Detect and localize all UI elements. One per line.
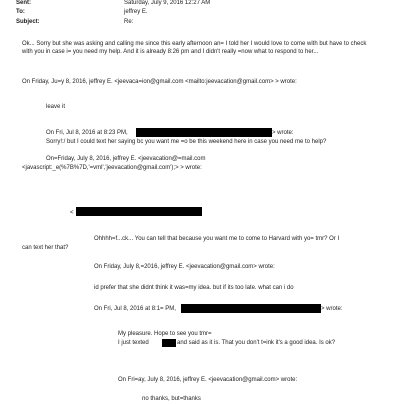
- quote-header-5: On Friday, July 8,=2016, jeffrey E. <jeevacation@gmail.com> wrote:: [94, 264, 275, 270]
- quote-header-3a: On=Friday, July 8, 2016, jeffrey E. <jeevacation@=mail.com: [46, 156, 206, 162]
- to-label: To:: [16, 9, 25, 15]
- quote-header-6b: > wrote:: [321, 306, 343, 312]
- quote-header-3b: <javascript:_e(%7B%7D,'=vml','jeevacation@gmail.com');> > wrote:: [22, 165, 202, 171]
- reply-paragraph: Ok... Sorry but she was asking and calling me since this early afternoon an= I told her I would love to come with but have to check with you in case i= you need my help. And it is already 8:26 pm and I didn't really =now what to respond to her...: [22, 41, 367, 55]
- subject-label: Subject:: [16, 19, 40, 25]
- quote-text-5: id prefer that she didnt think it was=my idea. but if its too late. what can i do: [94, 285, 294, 291]
- redaction-box: [76, 207, 202, 216]
- quote-text-1: leave it: [46, 104, 66, 110]
- quote-header-1: On Friday, Ju=y 8, 2016, jeffrey E. <jeevaca=ion@gmail.com <mailto:jeevacation@gmail.com> > wrote:: [22, 79, 297, 85]
- sent-value: Saturday, July 9, 2016 12:27 AM: [124, 0, 211, 6]
- redaction-box: [162, 339, 176, 347]
- quote-text-6a: My pleasure. Hope to see you tmr=: [118, 331, 212, 337]
- quote-header-6a: On Fri, Jul 8, 2016 at 8:1= PM,: [94, 306, 176, 312]
- quote-text-6b1: I just texted: [118, 340, 149, 346]
- redaction-box: [136, 128, 272, 137]
- sent-label: Sent:: [16, 0, 31, 6]
- quote-header-2a: On Fri, Jul 8, 2016 at 8:23 PM,: [46, 130, 128, 136]
- quote-prefix-4: <: [70, 210, 74, 216]
- quote-text-2: Sorry!:/ but I could text her saying bc you want me =o be this weekend here in case you need me to help?: [46, 139, 327, 145]
- redaction-box: [181, 304, 321, 313]
- quote-text-4a: Ohhhh=f...ck... You can tell that because you want me to come to Harvard with yo= tmr? Or I: [94, 236, 340, 242]
- to-value: jeffrey E.: [124, 9, 148, 15]
- subject-value: Re:: [124, 19, 134, 25]
- quote-text-4b: can text her that?: [22, 245, 69, 251]
- quote-header-2b: > wrote:: [272, 130, 294, 136]
- quote-text-6b2: and said as it is. That you don't t=ink it's a good idea. Is ok?: [177, 340, 336, 346]
- quote-header-7: On Fri=ay, July 8, 2016, jeffrey E. <jeevacation@gmail.com> wrote:: [118, 377, 298, 383]
- quote-text-7: no thanks, but=thanks: [142, 396, 201, 402]
